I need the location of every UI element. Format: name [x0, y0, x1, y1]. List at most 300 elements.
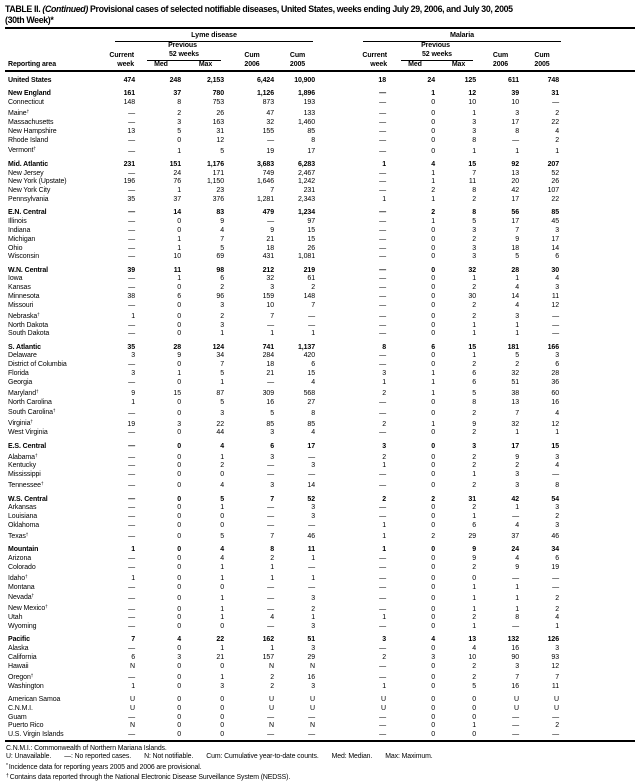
malaria-max: 3 — [472, 127, 476, 135]
malaria-cum-2005: 11 — [551, 682, 559, 690]
lyme-max: 0 — [220, 662, 224, 670]
lyme-current-week: — — [128, 462, 135, 470]
lyme-cum-2006: 7 — [270, 187, 274, 195]
dagger-marker: † — [26, 108, 30, 114]
lyme-cum-2006: 7 — [270, 532, 274, 540]
malaria-current-week: — — [379, 209, 386, 217]
malaria-max: 2 — [472, 673, 476, 681]
reporting-area-label: Minnesota — [8, 293, 40, 300]
malaria-current-week: — — [379, 623, 386, 631]
trailing-space — [562, 573, 635, 584]
lyme-max: 7 — [220, 361, 224, 369]
lyme-current-week: — — [128, 614, 135, 622]
reporting-area-label: Alaska — [8, 645, 29, 653]
lyme-cum-2005: 16 — [307, 673, 315, 681]
col-header-lyme-2006: 2006 — [244, 61, 260, 69]
malaria-current-week: — — [379, 235, 386, 243]
lyme-max: 3 — [220, 301, 224, 309]
malaria-current-week: — — [379, 118, 386, 126]
trailing-space — [562, 227, 635, 236]
malaria-med: 0 — [431, 713, 435, 721]
malaria-cum-2006: 1 — [515, 594, 519, 602]
lyme-med: 248 — [169, 77, 181, 85]
malaria-max: 15 — [468, 343, 476, 351]
table-row — [5, 480, 635, 491]
malaria-med: 1 — [431, 420, 435, 428]
table-row — [5, 546, 635, 555]
lyme-max: 83 — [216, 209, 224, 217]
lyme-current-week: — — [128, 244, 135, 252]
malaria-med: 1 — [431, 370, 435, 378]
trailing-space — [562, 352, 635, 361]
lyme-med: 0 — [177, 462, 181, 470]
malaria-cum-2005: U — [554, 695, 559, 703]
lyme-cum-2005: 3 — [311, 594, 315, 602]
lyme-cum-2006: — — [267, 504, 274, 512]
malaria-cum-2006: 17 — [511, 196, 519, 204]
lyme-cum-2006: 309 — [262, 389, 274, 397]
table-row — [5, 672, 635, 683]
malaria-current-week: — — [379, 275, 386, 283]
lyme-current-week: — — [128, 555, 135, 563]
reporting-area-header-label: Reporting area — [8, 61, 57, 69]
lyme-med: 1 — [177, 235, 181, 243]
lyme-med: 0 — [177, 574, 181, 582]
malaria-max: 10 — [468, 654, 476, 662]
table-row — [5, 311, 635, 322]
lyme-cum-2005: 52 — [307, 495, 315, 503]
malaria-cum-2005: 1 — [555, 429, 559, 437]
reporting-area-label: Massachusetts — [8, 118, 54, 126]
malaria-med: 3 — [431, 654, 435, 662]
lyme-cum-2005: — — [308, 521, 315, 529]
lyme-current-week: 9 — [131, 389, 135, 397]
malaria-previous-label: Previous — [421, 42, 450, 49]
malaria-med: 0 — [431, 583, 435, 591]
malaria-current-week: — — [379, 594, 386, 602]
malaria-cum-2006: 38 — [511, 389, 519, 397]
lyme-cum-2006: 155 — [262, 127, 274, 135]
malaria-cum-2006: 1 — [515, 504, 519, 512]
lyme-max: 4 — [220, 442, 224, 450]
reporting-area-label: Guam — [8, 713, 27, 721]
malaria-current-week: — — [379, 429, 386, 437]
lyme-cum-2006: N — [269, 662, 274, 670]
trailing-space — [562, 245, 635, 254]
lyme-cum-2005: 3 — [311, 513, 315, 521]
malaria-cum-2005: 2 — [555, 136, 559, 144]
trailing-space — [562, 284, 635, 293]
lyme-current-week: 1 — [131, 682, 135, 690]
table-row — [5, 77, 635, 86]
lyme-cum-2005: 15 — [307, 370, 315, 378]
lyme-max: 0 — [220, 583, 224, 591]
malaria-current-week: 1 — [382, 462, 386, 470]
malaria-cum-2006: U — [514, 704, 519, 712]
malaria-current-week: 1 — [382, 682, 386, 690]
lyme-max: 0 — [220, 722, 224, 730]
malaria-current-week: — — [379, 90, 386, 98]
lyme-med: 0 — [177, 521, 181, 529]
table-row — [5, 663, 635, 672]
malaria-cum-2006: 1 — [515, 429, 519, 437]
lyme-cum-2006: — — [267, 513, 274, 521]
malaria-cum-2006: 56 — [511, 209, 519, 217]
malaria-current-week: — — [379, 471, 386, 479]
table-row — [5, 555, 635, 564]
malaria-med: 0 — [431, 235, 435, 243]
col-header-malaria-week: week — [370, 61, 387, 69]
lyme-current-week: — — [128, 209, 135, 217]
malaria-med: 0 — [431, 127, 435, 135]
malaria-cum-2005: 52 — [551, 169, 559, 177]
lyme-current-week: — — [128, 253, 135, 261]
reporting-area-label: E.S. Central — [8, 442, 47, 450]
lyme-current-week: — — [128, 731, 135, 739]
malaria-cum-2005: 6 — [555, 253, 559, 261]
lyme-max: 0 — [220, 521, 224, 529]
lyme-current-week: 1 — [131, 574, 135, 582]
malaria-max: 0 — [472, 574, 476, 582]
table-row — [5, 399, 635, 408]
malaria-max: 8 — [472, 187, 476, 195]
malaria-med: 0 — [431, 352, 435, 360]
malaria-current-week: — — [379, 583, 386, 591]
malaria-group-header — [318, 28, 562, 42]
reporting-area-label: Pacific — [8, 636, 30, 644]
malaria-cum-2005: — — [552, 713, 559, 721]
lyme-max: 376 — [212, 196, 224, 204]
lyme-max: 87 — [216, 389, 224, 397]
malaria-cum-2005: 7 — [555, 673, 559, 681]
lyme-med: 0 — [177, 378, 181, 386]
malaria-current-week: — — [379, 244, 386, 252]
malaria-current-week: — — [379, 605, 386, 613]
lyme-cum-2005: — — [308, 471, 315, 479]
lyme-med: 8 — [177, 99, 181, 107]
lyme-current-week: — — [128, 563, 135, 571]
malaria-cum-2006: 2 — [515, 361, 519, 369]
malaria-med: 4 — [431, 160, 435, 168]
trailing-space — [562, 696, 635, 705]
reporting-area-label: Puerto Rico — [8, 722, 44, 730]
malaria-med: 1 — [431, 196, 435, 204]
malaria-cum-2005: 22 — [551, 118, 559, 126]
malaria-current-week: — — [379, 99, 386, 107]
lyme-cum-2006: 6 — [270, 442, 274, 450]
lyme-max: 124 — [212, 343, 224, 351]
lyme-cum-2006: 1,281 — [256, 196, 274, 204]
malaria-max: 8 — [472, 209, 476, 217]
lyme-current-week: — — [128, 482, 135, 490]
lyme-cum-2005: 231 — [303, 187, 315, 195]
malaria-med: 0 — [431, 293, 435, 300]
malaria-max: 6 — [472, 370, 476, 378]
lyme-med: 0 — [177, 695, 181, 703]
malaria-max: 32 — [468, 266, 476, 274]
lyme-cum-2006: 6,424 — [256, 77, 274, 85]
lyme-cum-2006: U — [269, 704, 274, 712]
malaria-cum-2006: 13 — [511, 398, 519, 406]
malaria-cum-2005: 17 — [551, 235, 559, 243]
lyme-current-week: — — [128, 330, 135, 338]
lyme-current-week: — — [128, 169, 135, 177]
malaria-current-week: 1 — [382, 546, 386, 554]
lyme-current-week: — — [128, 513, 135, 521]
malaria-max: 1 — [472, 722, 476, 730]
malaria-med: 0 — [431, 471, 435, 479]
lyme-max: 4 — [220, 546, 224, 554]
reporting-area-label: Pennsylvania — [8, 196, 49, 204]
lyme-current-week: 3 — [131, 352, 135, 360]
lyme-current-week: U — [130, 704, 135, 712]
trailing-space — [562, 429, 635, 438]
lyme-med: 0 — [177, 662, 181, 670]
malaria-cum-2005: 1 — [555, 147, 559, 155]
lyme-max: 1 — [220, 453, 224, 461]
footnote-symbol: * — [6, 762, 8, 769]
malaria-cum-2006: 8 — [515, 614, 519, 622]
table-row — [5, 614, 635, 623]
lyme-max: 1 — [220, 504, 224, 512]
lyme-cum-2006: — — [267, 583, 274, 591]
malaria-max: 0 — [472, 731, 476, 739]
lyme-current-week: — — [128, 284, 135, 292]
malaria-med: 24 — [427, 77, 435, 85]
malaria-cum-2005: 22 — [551, 196, 559, 204]
malaria-med: 1 — [431, 178, 435, 186]
malaria-med: 0 — [431, 623, 435, 631]
lyme-cum-2005: 219 — [303, 266, 315, 274]
trailing-space — [562, 218, 635, 227]
malaria-cum-2005: 3 — [555, 645, 559, 653]
trailing-space — [562, 564, 635, 573]
malaria-current-week: 2 — [382, 420, 386, 428]
lyme-cum-2005: 10,900 — [294, 77, 315, 85]
trailing-space — [562, 683, 635, 692]
col-header-lyme-2005: 2005 — [289, 61, 306, 69]
legend-item: U: Unavailable. — [6, 753, 52, 761]
malaria-med: 4 — [431, 636, 435, 644]
lyme-max: 1 — [220, 378, 224, 386]
trailing-space — [562, 119, 635, 128]
col-header-reporting-area — [5, 28, 101, 71]
reporting-area-label: New York (Upstate) — [8, 178, 67, 186]
table-row — [5, 161, 635, 170]
dagger-marker: † — [25, 573, 28, 579]
table-row — [5, 696, 635, 705]
lyme-med: 14 — [173, 209, 181, 217]
lyme-cum-2005: 15 — [307, 235, 315, 243]
lyme-current-week: 231 — [123, 160, 135, 168]
malaria-max: 1 — [472, 605, 476, 613]
lyme-cum-2005: 97 — [307, 218, 315, 226]
lyme-cum-2005: 85 — [307, 127, 315, 135]
trailing-space — [562, 90, 635, 99]
dagger-marker: † — [52, 408, 56, 414]
spacer-cell — [522, 42, 562, 51]
malaria-max: 0 — [472, 704, 476, 712]
lyme-med: 0 — [177, 583, 181, 591]
malaria-cum-2005: 85 — [551, 209, 559, 217]
lyme-med: 0 — [177, 504, 181, 512]
lyme-med: 0 — [177, 532, 181, 540]
trailing-space — [562, 496, 635, 505]
trailing-space — [562, 399, 635, 408]
table-row — [5, 603, 635, 614]
malaria-current-week: — — [379, 398, 386, 406]
lyme-cum-2005: 7 — [311, 301, 315, 309]
malaria-current-week: — — [379, 266, 386, 274]
lyme-med: 28 — [173, 343, 181, 351]
malaria-cum-2006: 4 — [515, 284, 519, 292]
reporting-area-label: Wyoming — [8, 623, 37, 631]
trailing-space — [562, 603, 635, 614]
lyme-cum-2005: 3 — [311, 462, 315, 470]
lyme-max: 23 — [216, 187, 224, 195]
reporting-area-label: Arizona — [8, 555, 32, 563]
reporting-area-label: Wisconsin — [8, 253, 39, 261]
malaria-cum-2005: 4 — [555, 275, 559, 283]
lyme-current-week: — — [128, 226, 135, 234]
lyme-cum-2006: 8 — [270, 546, 274, 554]
malaria-med: 1 — [431, 378, 435, 386]
trailing-space — [562, 145, 635, 156]
table-row — [5, 462, 635, 471]
title-prefix: TABLE II. — [5, 4, 41, 14]
malaria-current-week: — — [379, 284, 386, 292]
lyme-med: 0 — [177, 409, 181, 417]
table-row — [5, 196, 635, 205]
table-row — [5, 496, 635, 505]
lyme-max: 1 — [220, 673, 224, 681]
lyme-cum-2005: 17 — [307, 442, 315, 450]
lyme-current-week: 1 — [131, 312, 135, 320]
lyme-cum-2006: 18 — [266, 244, 274, 252]
reporting-area-label: Missouri — [8, 301, 34, 309]
malaria-current-week: — — [379, 312, 386, 320]
table-row — [5, 253, 635, 262]
reporting-area-label: Colorado — [8, 563, 36, 571]
lyme-current-week: 474 — [123, 77, 135, 85]
lyme-cum-2006: 2 — [270, 673, 274, 681]
malaria-cum-2005: 54 — [551, 495, 559, 503]
malaria-cum-2006: 3 — [515, 110, 519, 118]
lyme-cum-2006: 3 — [270, 482, 274, 490]
lyme-max: 0 — [220, 623, 224, 631]
lyme-cum-2005: U — [310, 695, 315, 703]
malaria-current-week: — — [379, 722, 386, 730]
lyme-cum-2006: — — [267, 594, 274, 602]
reporting-area-label: W.S. Central — [8, 495, 48, 503]
lyme-max: 2 — [220, 312, 224, 320]
lyme-max: 2 — [220, 462, 224, 470]
trailing-space — [562, 418, 635, 429]
lyme-med: 0 — [177, 555, 181, 563]
trailing-space — [562, 714, 635, 723]
malaria-current-week: 8 — [382, 343, 386, 351]
lyme-cum-2006: 3 — [270, 453, 274, 461]
lyme-current-week: — — [128, 673, 135, 681]
malaria-cum-2006: — — [512, 731, 519, 739]
lyme-max: 171 — [212, 169, 224, 177]
malaria-current-week: 1 — [382, 614, 386, 622]
malaria-med: 0 — [431, 275, 435, 283]
malaria-cum-2005: 3 — [555, 284, 559, 292]
malaria-max: 1 — [472, 594, 476, 602]
reporting-area-label: E.N. Central — [8, 209, 47, 217]
reporting-area-label: Texas† — [8, 531, 29, 540]
lyme-cum-2006: U — [269, 695, 274, 703]
malaria-med: 0 — [431, 731, 435, 739]
table-row — [5, 322, 635, 331]
malaria-max: 7 — [472, 169, 476, 177]
legend-item: —: No reported cases. — [64, 753, 132, 761]
trailing-space — [562, 614, 635, 623]
malaria-med: 0 — [431, 682, 435, 690]
lyme-med: 0 — [177, 398, 181, 406]
header-trailing-space — [562, 28, 635, 71]
malaria-cum-2006: 3 — [515, 471, 519, 479]
lyme-med: 0 — [177, 442, 181, 450]
lyme-med: 1 — [177, 370, 181, 378]
trailing-space — [562, 531, 635, 542]
lyme-cum-2005: 1 — [311, 574, 315, 582]
malaria-current-week: — — [379, 574, 386, 582]
lyme-cum-2006: 1 — [270, 563, 274, 571]
malaria-cum-2006: — — [512, 623, 519, 631]
lyme-cum-2005: 1 — [311, 330, 315, 338]
malaria-med: 0 — [431, 301, 435, 309]
lyme-max: 6 — [220, 275, 224, 283]
lyme-cum-2006: 3,683 — [256, 160, 274, 168]
malaria-max: 5 — [472, 218, 476, 226]
malaria-cum-2005: 45 — [551, 218, 559, 226]
malaria-cum-2006: 37 — [511, 532, 519, 540]
reporting-area-label: New York City — [8, 187, 51, 195]
malaria-med: 1 — [431, 169, 435, 177]
lyme-current-week: — — [128, 187, 135, 195]
lyme-med: 1 — [177, 187, 181, 195]
table-row — [5, 573, 635, 584]
table-row — [5, 683, 635, 692]
lyme-cum-2006: 2 — [270, 555, 274, 563]
malaria-max: 1 — [472, 513, 476, 521]
lyme-cum-2005: 2 — [311, 605, 315, 613]
lyme-current-week: — — [128, 110, 135, 118]
malaria-max: 2 — [472, 504, 476, 512]
malaria-cum-2006: 17 — [511, 442, 519, 450]
malaria-cum-2005: 3 — [555, 521, 559, 529]
lyme-current-week: 19 — [127, 420, 135, 428]
malaria-cum-2005: 3 — [555, 504, 559, 512]
malaria-cum-2006: 1 — [515, 275, 519, 283]
col-header-malaria-cum2005-top: Cum — [534, 51, 550, 59]
trailing-space — [562, 275, 635, 284]
lyme-cum-2005: N — [310, 662, 315, 670]
table-row — [5, 284, 635, 293]
title-line2: (30th Week)* — [5, 14, 54, 25]
trailing-space — [562, 731, 635, 741]
malaria-cum-2006: 2 — [515, 462, 519, 470]
malaria-cum-2006: 1 — [515, 330, 519, 338]
trailing-space — [562, 196, 635, 205]
malaria-med: 0 — [431, 99, 435, 107]
spacer-cell — [479, 42, 522, 51]
malaria-med: 0 — [431, 442, 435, 450]
malaria-med: 0 — [431, 147, 435, 155]
malaria-cum-2006: 3 — [515, 312, 519, 320]
